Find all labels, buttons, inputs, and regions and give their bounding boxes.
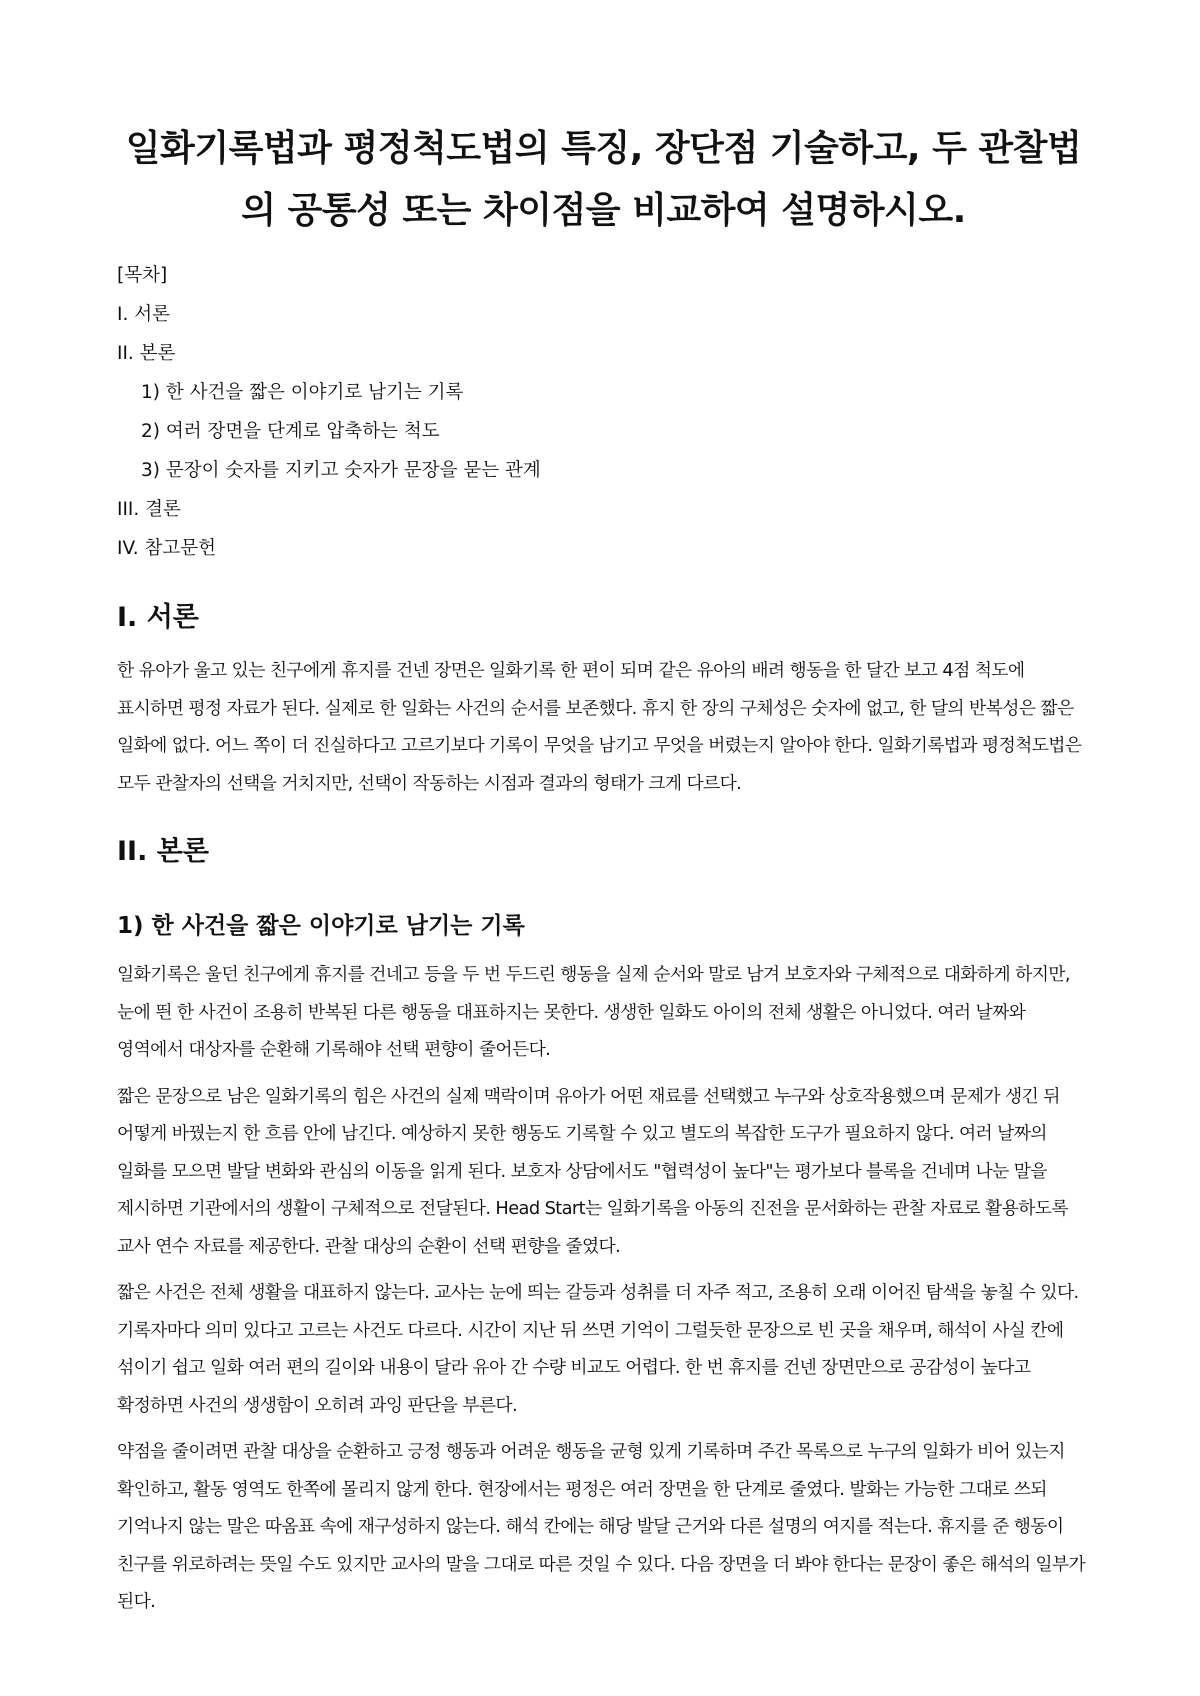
body-paragraph: 짧은 문장으로 남은 일화기록의 힘은 사건의 실제 맥락이며 유아가 어떤 재료를 선택했고 누구와 상호작용했으며 문제가 생긴 뒤 어떻게 바꿨는지 한 흐름 안에 남긴다. 예상하지 못한 행동도 기록할 수 있고 별도의 복잡한 도구가 필요하지 않다. 여러 날짜의 일화를 모으면 발달 변화와 관심의 이동을 읽게 된다. 보호자 상담에서도 "협력성이 높다"는 평가보다 블록을 건네며 나눈 말을 제시하면 기관에서의 생활이 구체적으로 전달된다. Head Start는 일화기록을 아동의 진전을 문서화하는 관찰 자료로 활용하도록 교사 연수 자료를 제공한다. 관찰 대상의 순환이 선택 편향을 줄였다. (117, 1085, 1068, 1257)
toc-item-intro: I. 서론 (117, 304, 170, 325)
document-title: 일화기록법과 평정척도법의 특징, 장단점 기술하고, 두 관찰법의 공통성 또는 차이점을 비교하여 설명하시오. (125, 128, 1082, 231)
intro-section (117, 598, 1090, 802)
body-paragraph: 일화기록은 울던 친구에게 휴지를 건네고 등을 두 번 두드린 행동을 실제 순서와 말로 남겨 보호자와 구체적으로 대화하게 하지만, 눈에 띈 한 사건이 조용히 반복된 다른 행동을 대표하지는 못한다. 생생한 일화도 아이의 전체 생활은 아니었다. 여러 날짜와 영역에서 대상자를 순환해 기록해야 선택 편향이 줄어든다. (117, 964, 1070, 1060)
toc-item-body-1: 1) 한 사건을 짧은 이야기로 남기는 기록 (141, 382, 464, 403)
body-paragraph: 짧은 사건은 전체 생활을 대표하지 않는다. 교사는 눈에 띄는 갈등과 성취를 더 자주 적고, 조용히 오래 이어진 탐색을 놓칠 수 있다. 기록자마다 의미 있다고 고르는 사건도 다르다. 시간이 지난 뒤 쓰면 기억이 그럴듯한 문장으로 빈 곳을 채우며, 해석이 사실 칸에 섞이기 쉽고 일화 여러 편의 길이와 내용이 달라 유아 간 수량 비교도 어렵다. 한 번 휴지를 건넨 장면만으로 공감성이 높다고 확정하면 사건의 생생함이 오히려 과잉 판단을 부른다. (117, 1282, 1079, 1416)
toc-item-body-3: 3) 문장이 숫자를 지키고 숫자가 문장을 묻는 관계 (141, 460, 541, 481)
toc-item-body: II. 본론 (117, 343, 176, 364)
table-of-contents (117, 256, 1090, 568)
toc-item-conclusion: III. 결론 (117, 499, 181, 520)
body-paragraph: 약점을 줄이려면 관찰 대상을 순환하고 긍정 행동과 어려운 행동을 균형 있게 기록하며 주간 목록으로 누구의 일화가 비어 있는지 확인하고, 활동 영역도 한쪽에 몰리지 않게 한다. 현장에서는 평정은 여러 장면을 한 단계로 줄였다. 발화는 가능한 그대로 쓰되 기억나지 않는 말은 따옴표 속에 재구성하지 않는다. 해석 칸에는 해당 발달 근거와 다른 설명의 여지를 적는다. 휴지를 준 행동이 친구를 위로하려는 뜻일 수도 있지만 교사의 말을 그대로 따른 것일 수 있다. 다음 장면을 더 봐야 한다는 문장이 좋은 해석의 일부가 된다. (117, 1441, 1086, 1612)
body-heading: II. 본론 (117, 836, 209, 867)
intro-paragraph: 한 유아가 울고 있는 친구에게 휴지를 건넨 장면은 일화기록 한 편이 되며 같은 유아의 배려 행동을 한 달간 보고 4점 척도에 표시하면 평정 자료가 된다. 실제로 한 일화는 사건의 순서를 보존했다. 휴지 한 장의 구체성은 숫자에 없고, 한 달의 반복성은 짧은 일화에 없다. 어느 쪽이 더 진실하다고 고르기보다 기록이 무엇을 남기고 무엇을 버렸는지 알아야 한다. 일화기록법과 평정척도법은 모두 관찰자의 선택을 거치지만, 선택이 작동하는 시점과 결과의 형태가 크게 다르다. (117, 660, 1082, 794)
body-subheading-1: 1) 한 사건을 짧은 이야기로 남기는 기록 (117, 913, 525, 939)
toc-item-body-2: 2) 여러 장면을 단계로 압축하는 척도 (141, 421, 440, 442)
toc-label: [목차] (117, 265, 168, 286)
intro-heading: I. 서론 (117, 602, 199, 633)
toc-item-references: IV. 참고문헌 (117, 538, 216, 559)
body-section (117, 832, 1090, 1621)
